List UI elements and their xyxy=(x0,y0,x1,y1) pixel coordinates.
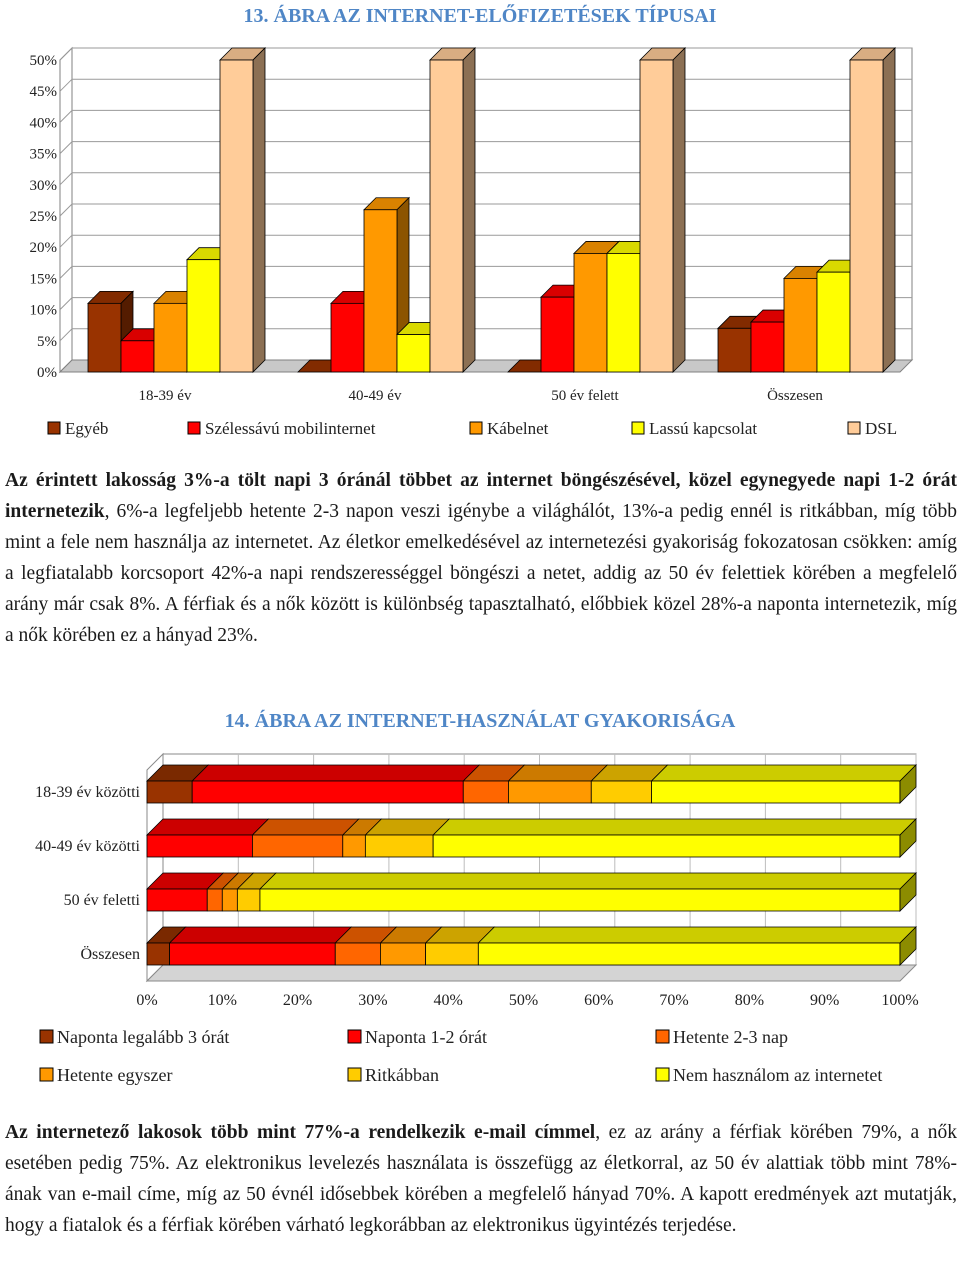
segment-front xyxy=(237,889,260,911)
segment-front xyxy=(433,835,900,857)
bar-front xyxy=(784,278,817,372)
segment-front xyxy=(147,889,207,911)
bar-dsl-osszesen xyxy=(850,48,895,372)
bar-front xyxy=(751,322,784,372)
x-tick-label: 70% xyxy=(659,992,689,1009)
y-category-label: 18-39 év közötti xyxy=(35,784,140,801)
bar-side xyxy=(463,48,475,372)
bar-front xyxy=(154,303,187,372)
bar-front xyxy=(331,303,364,372)
x-tick-label: 60% xyxy=(584,992,614,1009)
y-tick-label: 25% xyxy=(29,209,57,225)
bar-front xyxy=(607,253,640,372)
legend-label-naponta-1-2-orat: Naponta 1-2 órát xyxy=(365,1027,487,1047)
x-tick-label: 30% xyxy=(358,992,388,1009)
bar-front xyxy=(718,328,751,372)
segment-nem-hasznalom-az-internetet-40-49-ev-kozotti xyxy=(433,819,916,857)
legend-label-naponta-legalabb-3-orat: Naponta legalább 3 órát xyxy=(57,1027,230,1047)
bar-front xyxy=(640,60,673,372)
bar-front xyxy=(850,60,883,372)
segment-front xyxy=(147,835,252,857)
bar-dsl-40-49-ev xyxy=(430,48,475,372)
bar-side xyxy=(673,48,685,372)
segment-top xyxy=(147,819,268,835)
paragraph-2-bold: Az internetező lakosok több mint 77%-a rendelkezik e-mail címmel xyxy=(5,1122,596,1143)
segment-front xyxy=(591,781,651,803)
segment-top xyxy=(252,819,358,835)
segment-front xyxy=(222,889,237,911)
bar-front xyxy=(541,297,574,372)
legend-swatch-szelessavu-mobilinternet xyxy=(188,422,200,434)
bar-front xyxy=(88,303,121,372)
bar-front xyxy=(220,60,253,372)
y-tick-label: 10% xyxy=(29,302,57,319)
bar-side xyxy=(883,48,895,372)
segment-front xyxy=(207,889,222,911)
bar-front xyxy=(364,210,397,372)
paragraph-1-bold: Az érintett lakosság 3%-a tölt napi 3 óránál többet az internet böngészésével, közel egynegyede napi 1-2 órát internetezik xyxy=(5,470,957,522)
segment-front xyxy=(380,943,425,965)
segment-top xyxy=(260,873,916,889)
x-tick-label: 50% xyxy=(508,992,539,1009)
segment-front xyxy=(508,781,591,803)
x-category-label: 18-39 év xyxy=(138,388,192,404)
figure-14-title: 14. ÁBRA AZ INTERNET-HASZNÁLAT GYAKORISÁGA xyxy=(224,710,736,732)
segment-naponta-1-2-orat-18-39-ev-kozotti xyxy=(192,765,479,803)
figure-13-title: 13. ÁBRA AZ INTERNET-ELŐFIZETÉSEK TÍPUSAI xyxy=(243,5,717,27)
legend-swatch-hetente-2-3-nap xyxy=(656,1030,669,1043)
segment-front xyxy=(426,943,479,965)
x-tick-label: 100% xyxy=(881,992,919,1009)
bar-front xyxy=(574,253,607,372)
bar-dsl-50-ev-felett xyxy=(640,48,685,372)
legend-label-lassu-kapcsolat: Lassú kapcsolat xyxy=(649,419,758,438)
segment-top xyxy=(652,765,916,781)
y-tick-label: 5% xyxy=(37,333,57,350)
segment-front xyxy=(147,781,192,803)
segment-nem-hasznalom-az-internetet-osszesen xyxy=(478,927,916,965)
x-tick-label: 10% xyxy=(207,992,237,1009)
bar-front xyxy=(187,260,220,372)
paragraph-1-text: , 6%-a legfeljebb hetente 2-3 napon veszi igénybe a világhálót, 13%-a pedig ennél is ritkábban, míg több mint a fele nem használja az internetet. Az életkor emelkedésével az internetezési gyakoriság fokozatosan csökken: amíg a legfiatalabb korcsoport 42%-a napi rendszerességgel böngészi a netet, addig az 50 év felettiek körében a megfelelő arány már csak 8%. A férfiak és a nők között is különbség tapasztalható, előbbiek közel 28%-a naponta internetezik, míg a nők körében ez a hányad 23%. xyxy=(5,501,957,646)
legend-label-ritkabban: Ritkábban xyxy=(365,1065,439,1085)
paragraph-2-text: , ez az arány a férfiak körében 79%, a nők esetében pedig 75%. Az elektronikus levelezés használata is összefügg az életkorral, az 50 év alattiak több mint 78%-ának van e-mail címe, míg az 50 évnél idősebbek körében a megfelelő hányad 70%. A kapott eredmények azt mutatják, hogy a fiatalok és a férfiak körében várható legkorábban az elektronikus ügyintézés terjedése. xyxy=(5,1122,957,1236)
segment-front xyxy=(343,835,366,857)
bar-dsl-18-39-ev xyxy=(220,48,265,372)
legend-swatch-nem-hasznalom-az-internetet xyxy=(656,1068,669,1081)
legend-label-szelessavu-mobilinternet: Szélessávú mobilinternet xyxy=(205,419,376,438)
legend-swatch-egyeb xyxy=(48,422,60,434)
y-tick-label: 0% xyxy=(37,365,57,381)
segment-nem-hasznalom-az-internetet-50-ev-feletti xyxy=(260,873,916,911)
x-category-label: 50 év felett xyxy=(551,388,619,404)
legend-label-hetente-egyszer: Hetente egyszer xyxy=(57,1065,173,1085)
legend-label-kabelnet: Kábelnet xyxy=(487,419,549,438)
segment-front xyxy=(652,781,900,803)
floor xyxy=(147,965,916,981)
segment-top xyxy=(192,765,479,781)
x-category-label: Összesen xyxy=(767,388,823,404)
paragraph-2 xyxy=(5,1117,957,1241)
segment-front xyxy=(365,835,433,857)
y-category-label: 40-49 év közötti xyxy=(35,838,140,855)
legend-swatch-naponta-1-2-orat xyxy=(348,1030,361,1043)
segment-front xyxy=(478,943,900,965)
legend-swatch-ritkabban xyxy=(348,1068,361,1081)
bar-front xyxy=(817,272,850,372)
y-tick-label: 30% xyxy=(29,177,57,194)
paragraph-1 xyxy=(5,465,957,651)
y-category-label: 50 év feletti xyxy=(63,892,140,909)
segment-front xyxy=(192,781,463,803)
legend-swatch-lassu-kapcsolat xyxy=(632,422,644,434)
y-tick-label: 40% xyxy=(29,115,57,132)
y-tick-label: 45% xyxy=(29,84,57,101)
segment-naponta-1-2-orat-osszesen xyxy=(170,927,352,965)
y-tick-label: 20% xyxy=(29,240,57,257)
figure-14-chart xyxy=(0,750,960,1100)
legend-swatch-dsl xyxy=(848,422,860,434)
bar-front xyxy=(121,341,154,372)
x-tick-label: 20% xyxy=(282,992,313,1009)
y-tick-label: 50% xyxy=(29,53,57,69)
legend-label-hetente-2-3-nap: Hetente 2-3 nap xyxy=(673,1027,788,1047)
segment-top xyxy=(170,927,352,943)
x-tick-label: 80% xyxy=(734,992,765,1009)
legend-label-nem-hasznalom-az-internetet: Nem használom az internetet xyxy=(673,1065,883,1085)
y-tick-label: 35% xyxy=(29,146,57,163)
segment-front xyxy=(147,943,170,965)
segment-nem-hasznalom-az-internetet-18-39-ev-kozotti xyxy=(652,765,916,803)
x-tick-label: 90% xyxy=(810,992,840,1009)
legend-label-egyeb: Egyéb xyxy=(65,419,109,438)
segment-top xyxy=(433,819,916,835)
segment-naponta-1-2-orat-40-49-ev-kozotti xyxy=(147,819,268,857)
legend-label-dsl: DSL xyxy=(865,419,898,438)
bar-front xyxy=(430,60,463,372)
segment-front xyxy=(252,835,342,857)
legend-swatch-kabelnet xyxy=(470,422,482,434)
segment-top xyxy=(478,927,916,943)
figure-13-chart xyxy=(0,40,960,450)
segment-front xyxy=(335,943,380,965)
x-tick-label: 0% xyxy=(136,992,158,1009)
legend-swatch-naponta-legalabb-3-orat xyxy=(40,1030,53,1043)
legend-swatch-hetente-egyszer xyxy=(40,1068,53,1081)
y-category-label: Összesen xyxy=(80,946,140,963)
segment-front xyxy=(170,943,336,965)
y-tick-label: 15% xyxy=(29,271,57,288)
segment-front xyxy=(463,781,508,803)
x-tick-label: 40% xyxy=(433,992,463,1009)
x-category-label: 40-49 év xyxy=(348,388,402,404)
bar-side xyxy=(253,48,265,372)
segment-front xyxy=(260,889,900,911)
bar-front xyxy=(397,335,430,372)
segment-top xyxy=(508,765,607,781)
